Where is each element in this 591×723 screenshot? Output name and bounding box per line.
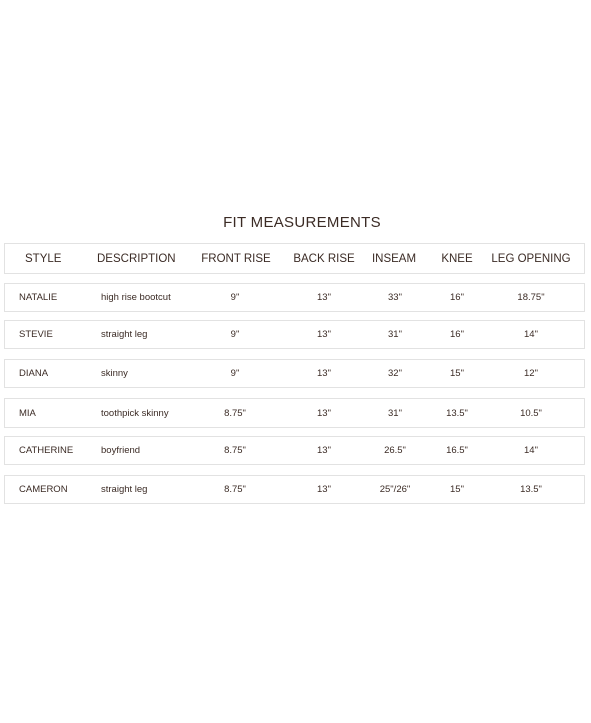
table-row (4, 283, 585, 312)
cell-back-rise: 13" (317, 329, 331, 340)
column-header-leg-opening: LEG OPENING (491, 252, 571, 265)
cell-leg-opening: 14" (524, 329, 538, 340)
cell-style: MIA (19, 407, 36, 419)
cell-style: NATALIE (19, 292, 58, 303)
cell-description: high rise bootcut (101, 292, 171, 303)
cell-inseam: 33" (388, 292, 402, 303)
column-header-inseam: INSEAM (371, 252, 417, 265)
table-row (4, 320, 585, 349)
cell-back-rise: 13" (317, 292, 331, 303)
cell-inseam: 31" (388, 329, 402, 340)
cell-inseam: 32" (388, 368, 402, 379)
column-header-knee: KNEE (441, 252, 473, 265)
cell-leg-opening: 18.75" (517, 292, 545, 303)
cell-inseam: 26.5" (384, 445, 406, 456)
cell-front-rise: 9" (230, 329, 240, 340)
cell-leg-opening: 14" (524, 445, 538, 456)
cell-leg-opening: 10.5" (520, 407, 542, 419)
page-title: FIT MEASUREMENTS (223, 214, 381, 231)
cell-back-rise: 13" (317, 407, 331, 419)
table-row (4, 436, 585, 465)
cell-back-rise: 13" (317, 445, 331, 456)
table-row (4, 398, 585, 428)
table-row (4, 359, 585, 388)
table-row (4, 475, 585, 504)
column-header-back-rise: BACK RISE (293, 252, 355, 265)
cell-leg-opening: 12" (524, 368, 538, 379)
cell-front-rise: 9" (230, 368, 240, 379)
cell-leg-opening: 13.5" (520, 484, 542, 495)
cell-front-rise: 8.75" (224, 445, 246, 456)
cell-knee: 13.5" (446, 407, 468, 419)
cell-style: DIANA (19, 368, 49, 379)
cell-front-rise: 8.75" (224, 484, 246, 495)
cell-back-rise: 13" (317, 368, 331, 379)
cell-description: straight leg (101, 484, 148, 495)
cell-back-rise: 13" (317, 484, 331, 495)
table-header-row (4, 243, 585, 274)
cell-style: CAMERON (19, 484, 68, 495)
cell-front-rise: 8.75" (224, 407, 246, 419)
cell-description: toothpick skinny (101, 407, 169, 419)
column-header-front-rise: FRONT RISE (201, 252, 271, 265)
cell-description: skinny (101, 368, 128, 379)
cell-knee: 16" (450, 292, 464, 303)
cell-knee: 16.5" (446, 445, 468, 456)
cell-inseam: 25"/26" (379, 484, 411, 495)
cell-knee: 16" (450, 329, 464, 340)
cell-style: CATHERINE (19, 445, 74, 456)
cell-knee: 15" (450, 368, 464, 379)
column-header-style: STYLE (25, 252, 62, 265)
column-header-description: DESCRIPTION (97, 252, 176, 265)
cell-description: boyfriend (101, 445, 141, 456)
cell-description: straight leg (101, 329, 148, 340)
cell-style: STEVIE (19, 329, 53, 340)
cell-inseam: 31" (388, 407, 402, 419)
cell-front-rise: 9" (230, 292, 240, 303)
cell-knee: 15" (450, 484, 464, 495)
